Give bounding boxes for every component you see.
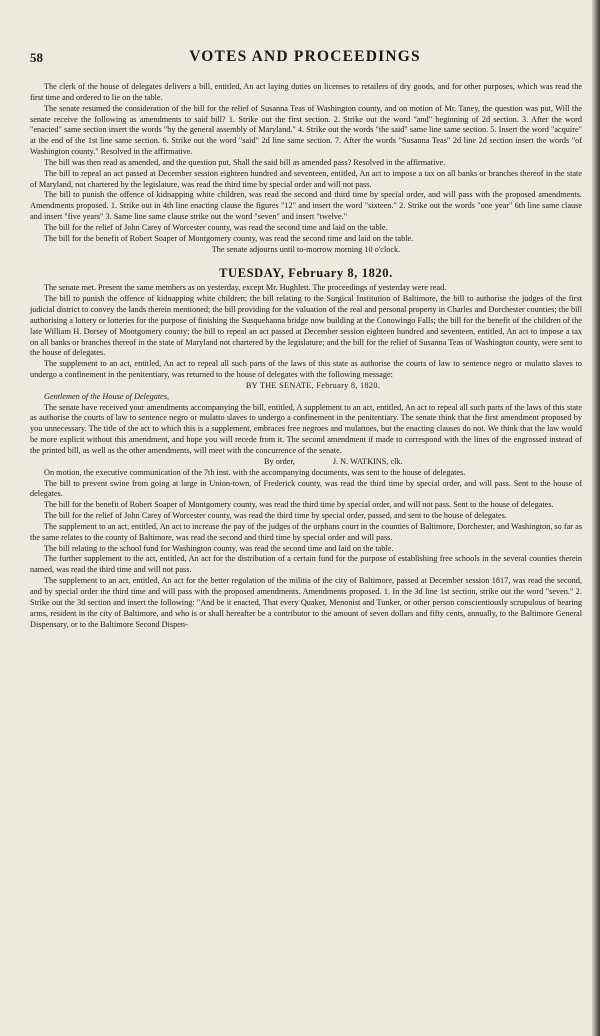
paragraph: The bill for the relief of John Carey of Worcester county, was read the third time by special order, passed, and sent to the house of delegates. xyxy=(44,511,507,521)
paragraph: The bill for the relief of John Carey of Worcester county, was read the second time and laid on the table. xyxy=(44,222,388,232)
page-header xyxy=(30,48,580,70)
message-salutation: Gentlemen of the House of Delegates, xyxy=(44,391,170,401)
page-number: 58 xyxy=(30,50,43,65)
paragraph: The bill relating to the school fund for Washington county, was read the second time and laid on the table. xyxy=(44,543,394,553)
page-edge-shadow xyxy=(592,0,600,1036)
adjournment-line: The senate adjourns until to-morrow morning 10 o'clock. xyxy=(211,244,401,254)
date-heading: TUESDAY, February 8, 1820. xyxy=(219,265,393,280)
message-heading: BY THE SENATE, February 8, 1820. xyxy=(245,380,381,390)
paragraph: The bill was then read as amended, and the question put, Shall the said bill as amended pass? Resolved in the affirmative. xyxy=(44,157,446,167)
paragraph: The supplement to an act, entitled, An act to increase the pay of the judges of the orphans court in the counties of Baltimore, Dorchester, and Washington, so far as the same relates to the county of Baltimore, was read the second and third time by special order and will pass. xyxy=(30,521,582,542)
message-signature xyxy=(30,457,582,468)
paragraph: The senate met. Present the same members as on yesterday, except Mr. Hughlett. The proceedings of yesterday were read. xyxy=(44,283,447,293)
paragraph: The senate resumed the consideration of the bill for the relief of Susanna Teas of Washington county, and on motion of Mr. Taney, the question was put, Will the senate receive the following as amendments to said bill? 1. Strike out the first section. 2. Strike out the word "and" beginning of 2d section. 3. After the word "enacted" same section insert the words "by the general assembly of Maryland." 4. Strike out the words "the said" same line same section. 5. Insert the word "acquire" at the end of the 1st line same section. 6. Strike out the word "said" 2d line same section. 7. After the words "Susanna Teas" 2d line 2d section insert the words "of Washington county." Resolved in the affirmative. xyxy=(30,103,582,157)
signer-name: J. N. WATKINS, xyxy=(332,456,389,466)
paragraph: The supplement to an act, entitled, An act for the better regulation of the militia of the city of Baltimore, passed at December session 1817, was read the second, and by special order the third time and will pass with the proposed amendments. Amendments proposed. 1. In the 3d line 1st section, strike out the word "seven." 2. Strike out the 3d section and insert the following: "And be it enacted, That every Quaker, Menonist and Tunker, or other person conscientiously scrupulous of bearing arms, resident in the city of Baltimore, and who is or shall hereafter be a contributor to the amount of seven dollars and fifty cents, annually, to the Baltimore General Dispensary, or to the Baltimore Second Dispen- xyxy=(30,576,582,629)
running-title: VOTES AND PROCEEDINGS xyxy=(189,48,421,65)
paragraph: The clerk of the house of delegates delivers a bill, entitled, An act laying duties on licenses to retailers of dry goods, and for other purposes, which was read the first time and ordered to lie on the table. xyxy=(30,82,582,102)
by-order: By order, xyxy=(264,456,295,466)
paragraph: On motion, the executive communication of the 7th inst. with the accompanying documents, was sent to the house of delegates. xyxy=(44,467,466,477)
signer-title: clk. xyxy=(390,456,403,466)
paragraph: The bill to punish the offence of kidnapping white children, was read the second and third time by special order, and will pass with the proposed amendments. Amendments proposed. 1. Strike out in 4th line enacting clause the figures "12" and insert the word "sixteen." 2. Strike out the words "one year" 6th line same clause and insert "five years" 3. Same line same clause strike out the word "seven" and insert "twelve." xyxy=(30,190,582,222)
page-body xyxy=(30,82,582,630)
message-body: The senate have received your amendments accompanying the bill, entitled, A supplement to an act, entitled, An act to repeal all such parts of the laws of this state as authorise the courts of law to sentence negro or mulatto slaves to undergo a confinement in the penitentiary. The senate think that the first amendment proposed by you unnecessary. The title of the act to which this is a supplement, embraces free negroes and mulattoes, but the enacting clauses do not. We think that the law would be more explicit without this amendment, and hope you will recede from it. The second amendment if made to correspond with the lines of the engrossed instead of the printed bill, as well as the other amendments, will meet with the concurrence of the senate. xyxy=(30,402,582,455)
paragraph: The bill to repeal an act passed at December session eighteen hundred and seventeen, entitled, An act to impose a tax on all banks or branches thereof in the state of Maryland, not chartered by the legislature, was read the third time by special order and will not pass. xyxy=(30,168,582,189)
paragraph: The bill to prevent swine from going at large in Union-town, of Frederick county, was read the third time by special order, and will pass. Sent to the house of delegates. xyxy=(30,478,582,499)
paragraph: The bill for the benefit of Robert Soaper of Montgomery county, was read the second time and laid on the table. xyxy=(44,233,414,243)
paragraph: The further supplement to the act, entitled, An act for the distribution of a certain fund for the purpose of establishing free schools in the several counties therein named, was read the third time and will not pass. xyxy=(30,554,582,575)
paragraph: The bill for the benefit of Robert Soaper of Montgomery county, was read the third time by special order, and will not pass. Sent to the house of delegates. xyxy=(44,500,554,510)
paragraph: The supplement to an act, entitled, An act to repeal all such parts of the laws of this state as authorise the courts of law to sentence negro or mulatto slaves to undergo a confinement in the penitentiary, was returned to the house of delegates with the following message: xyxy=(30,359,582,380)
paragraph: The bill to punish the offence of kidnapping white children; the bill relating to the Surgical Institution of Baltimore, the bill to authorise the judges of the first judicial district to convey the lands therein mentioned; the bill providing for the valuation of the real and personal property in Charles and Dorchester counties; the bill authorising a lottery or lotteries for the purpose of finishing the Susquehanna bridge now building at the Conowingo Falls; the bill for the benefit of the children of the late William H. Dorsey of Montgomery county; the bill to repeal an act passed at December session eighteen hundred and seventeen, entitled, An act to impose a tax on all banks or branches thereof in the state of Maryland not chartered by the legislature; and the bill for the relief of Susanna Teas of Washington county, were sent to the house of delegates. xyxy=(30,294,582,358)
